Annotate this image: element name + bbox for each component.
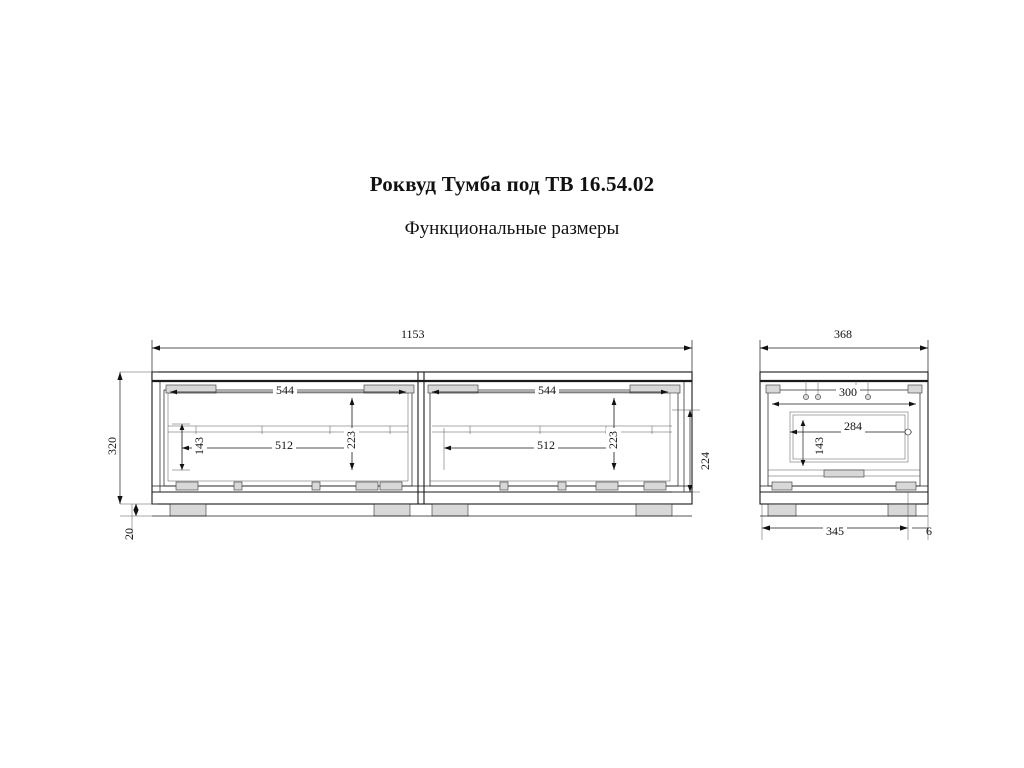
dimension-1153: 1153 <box>401 327 425 341</box>
dimension-512-left: 512 <box>272 438 296 453</box>
dimension-6: 6 <box>926 524 932 538</box>
dimension-143-side: 143 <box>812 434 827 458</box>
dimension-544-left: 544 <box>273 383 297 398</box>
page-title: Роквуд Тумба под ТВ 16.54.02 <box>369 172 655 196</box>
dimension-284: 284 <box>841 419 865 434</box>
dimension-223-left: 223 <box>344 428 359 452</box>
dimension-224: 224 <box>698 452 712 470</box>
page-subtitle: Функциональные размеры <box>404 218 620 239</box>
dimension-320: 320 <box>105 437 119 455</box>
dimension-300: 300 <box>836 385 860 400</box>
dimension-20: 20 <box>122 528 136 540</box>
dimension-345: 345 <box>823 524 847 539</box>
dimension-544-right: 544 <box>535 383 559 398</box>
dimension-512-right: 512 <box>534 438 558 453</box>
dimension-223-right: 223 <box>606 428 621 452</box>
dimension-368: 368 <box>834 327 852 341</box>
dimension-143-front: 143 <box>192 434 207 458</box>
